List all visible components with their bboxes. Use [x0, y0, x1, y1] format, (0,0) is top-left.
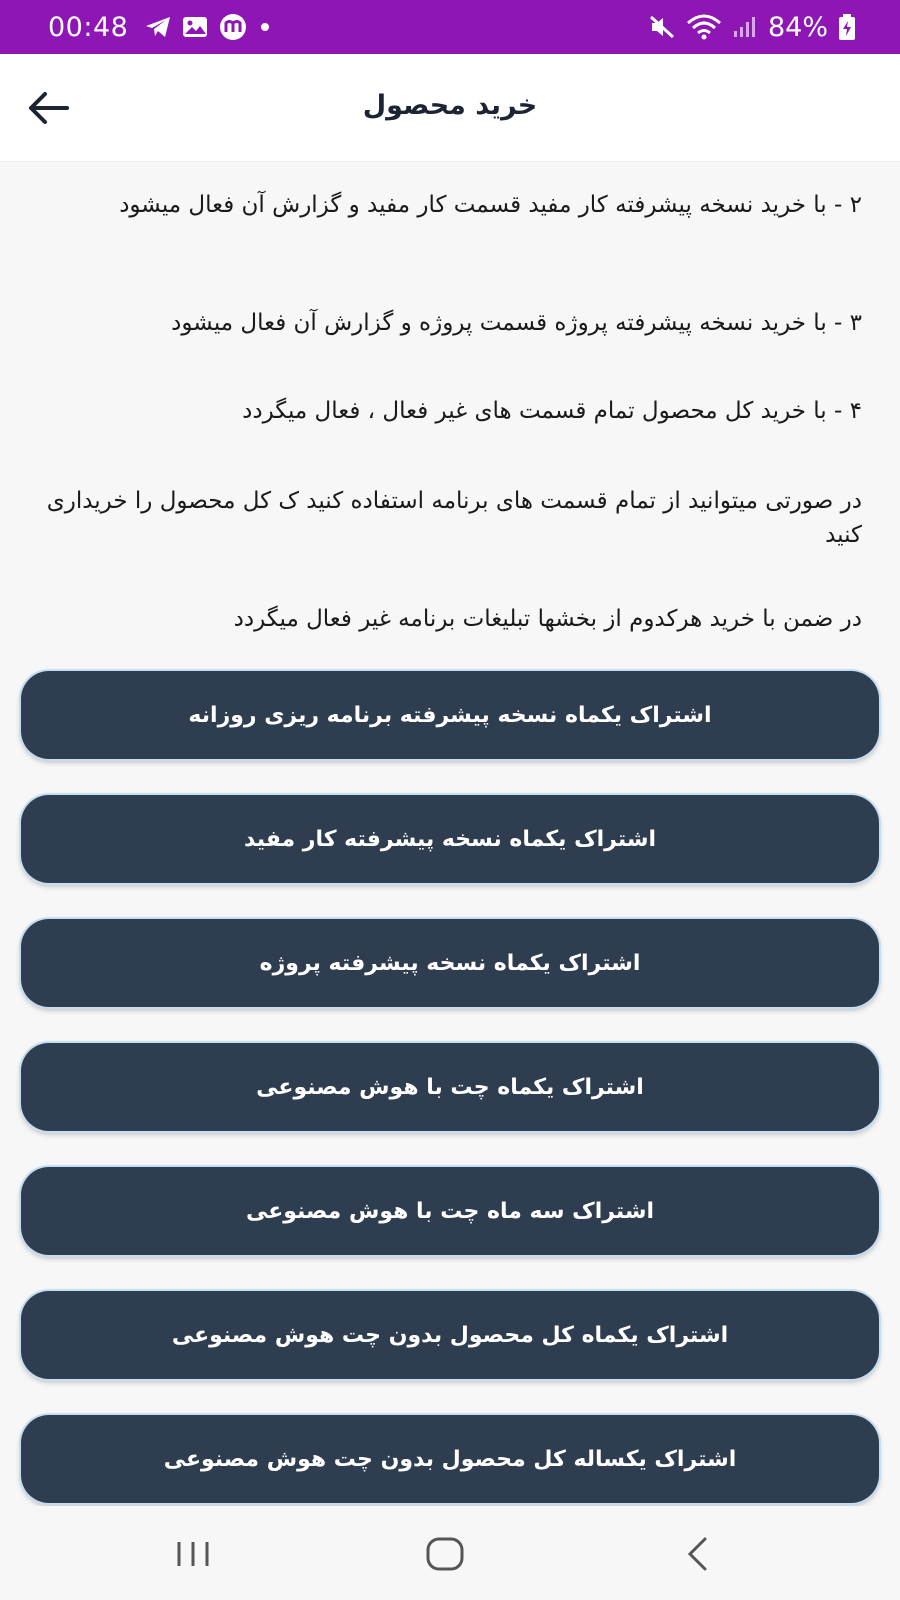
- battery-icon: [838, 13, 856, 41]
- status-right: [648, 12, 856, 43]
- status-time: 00:48: [48, 11, 129, 43]
- plan-button-full-1m[interactable]: اشتراک یکماه کل محصول بدون چت هوش مصنوعی: [21, 1291, 879, 1379]
- back-icon[interactable]: [668, 1534, 728, 1574]
- app-bar: [0, 54, 900, 162]
- home-icon[interactable]: [415, 1534, 475, 1574]
- wifi-icon: [686, 13, 722, 41]
- system-nav-bar: [0, 1506, 900, 1600]
- status-left: [48, 12, 272, 43]
- info-note-ads: در ضمن با خرید هرکدوم از بخشها تبلیغات برنامه غیر فعال میگردد: [233, 606, 862, 632]
- info-line-4: ۴ - با خرید کل محصول تمام قسمت های غیر فعال ، فعال میگردد: [242, 398, 862, 424]
- plan-button-daily-planning[interactable]: اشتراک یکماه نسخه پیشرفته برنامه ریزی روزانه: [21, 671, 879, 759]
- info-line-2: ۲ - با خرید نسخه پیشرفته کار مفید قسمت کار مفید و گزارش آن فعال میشود: [119, 192, 862, 218]
- battery-percent: 84%: [767, 11, 828, 43]
- plan-button-useful-work[interactable]: اشتراک یکماه نسخه پیشرفته کار مفید: [21, 795, 879, 883]
- dot-icon: [258, 20, 272, 34]
- status-bar: [0, 0, 900, 54]
- m-app-icon: [218, 12, 248, 42]
- plan-button-ai-chat-1m[interactable]: اشتراک یکماه چت با هوش مصنوعی: [21, 1043, 879, 1131]
- plan-button-project[interactable]: اشتراک یکماه نسخه پیشرفته پروژه: [21, 919, 879, 1007]
- mute-icon: [648, 14, 676, 40]
- plan-button-full-1y[interactable]: اشتراک یکساله کل محصول بدون چت هوش مصنوعی: [21, 1415, 879, 1503]
- page-title: خرید محصول: [362, 90, 538, 121]
- plan-button-ai-chat-3m[interactable]: اشتراک سه ماه چت با هوش مصنوعی: [21, 1167, 879, 1255]
- info-note-full: در صورتی میتوانید از تمام قسمت های برنامه استفاده کنید ک کل محصول را خریداری کنید: [46, 488, 862, 548]
- recent-apps-icon[interactable]: [163, 1534, 223, 1574]
- info-line-3: ۳ - با خرید نسخه پیشرفته پروژه قسمت پروژه و گزارش آن فعال میشود: [171, 310, 862, 336]
- gallery-icon: [182, 15, 208, 39]
- signal-icon: [732, 15, 758, 39]
- telegram-icon: [144, 15, 172, 39]
